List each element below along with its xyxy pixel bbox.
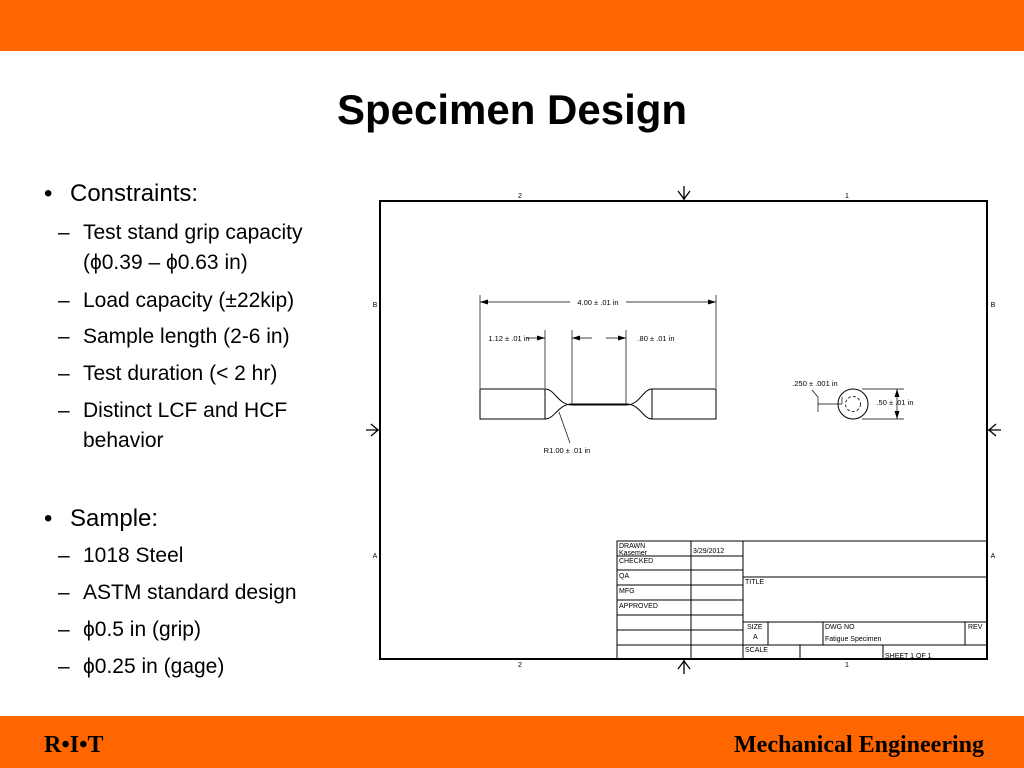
right-centering-arrow xyxy=(987,424,1001,436)
constraint-item-text: Test stand grip capacity xyxy=(83,221,303,244)
dash-symbol: – xyxy=(58,399,70,422)
drawn-date-value: 3/29/2012 xyxy=(693,548,725,555)
bullet-symbol: • xyxy=(44,180,53,207)
grip-diameter-dimension: .50 ± .01 in xyxy=(876,398,914,407)
title-label: TITLE xyxy=(745,579,765,586)
checked-label: CHECKED xyxy=(619,558,654,565)
top-centering-arrow xyxy=(678,186,690,201)
dash-symbol: – xyxy=(58,221,70,244)
top-accent-bar xyxy=(0,0,1024,51)
dwg-no-label: DWG NO xyxy=(825,624,855,631)
gage-length-dimension: .80 ± .01 in xyxy=(637,334,675,343)
zone-label-right-b: B xyxy=(990,302,996,309)
zone-label-top-2: 2 xyxy=(518,193,522,200)
zone-label-left-b: B xyxy=(372,302,378,309)
zone-label-right-a: A xyxy=(990,553,996,560)
qa-label: QA xyxy=(619,573,630,580)
constraint-item-text: Load capacity (±22kip) xyxy=(83,289,295,312)
dwg-no-value: Fatigue Specimen xyxy=(825,636,882,643)
drawn-label: DRAWN xyxy=(619,543,646,550)
sample-item-text: ASTM standard design xyxy=(83,581,297,604)
left-centering-arrow xyxy=(366,424,380,436)
constraint-item-text: Distinct LCF and HCF xyxy=(83,399,288,422)
dash-symbol: – xyxy=(58,544,70,567)
sheet-text: SHEET 1 OF 1 xyxy=(885,653,932,660)
size-label: SIZE xyxy=(747,624,763,631)
approved-label: APPROVED xyxy=(619,603,658,610)
scale-label: SCALE xyxy=(745,647,768,654)
sample-item-text: ϕ0.25 in (gage) xyxy=(83,655,225,678)
fillet-radius-dimension: R1.00 ± .01 in xyxy=(543,446,591,455)
constraint-item-text-continued: (ϕ0.39 – ϕ0.63 in) xyxy=(83,251,248,274)
size-value: A xyxy=(753,634,758,641)
dash-symbol: – xyxy=(58,289,70,312)
bullet-symbol: • xyxy=(44,505,53,532)
constraint-item-text: Test duration (< 2 hr) xyxy=(83,362,278,385)
dash-symbol: – xyxy=(58,618,70,641)
footer-department: Mechanical Engineering xyxy=(734,732,984,758)
slide-title: Specimen Design xyxy=(336,86,688,133)
rev-label: REV xyxy=(968,624,983,631)
sample-item-text: ϕ0.5 in (grip) xyxy=(83,618,201,641)
zone-label-bottom-1: 1 xyxy=(845,662,849,669)
zone-label-left-a: A xyxy=(372,553,378,560)
drawn-by-value: Kasemer xyxy=(619,550,648,557)
overall-length-dimension: 4.00 ± .01 in xyxy=(577,298,619,307)
drawing-border xyxy=(380,201,987,659)
constraint-item-text-continued: behavior xyxy=(83,429,164,452)
footer-logo-rit: R•I•T xyxy=(44,732,104,758)
sample-heading: Sample: xyxy=(70,505,159,532)
dash-symbol: – xyxy=(58,362,70,385)
constraints-heading: Constraints: xyxy=(70,180,199,207)
dash-symbol: – xyxy=(58,655,70,678)
constraint-item-text: Sample length (2-6 in) xyxy=(83,325,290,348)
bottom-centering-arrow xyxy=(678,659,690,674)
dash-symbol: – xyxy=(58,325,70,348)
zone-label-top-1: 1 xyxy=(845,193,849,200)
dash-symbol: – xyxy=(58,581,70,604)
sample-item-text: 1018 Steel xyxy=(83,544,184,567)
specimen-engineering-drawing xyxy=(362,184,1002,674)
mfg-label: MFG xyxy=(619,588,635,595)
gage-diameter-dimension: .250 ± .001 in xyxy=(792,379,838,388)
zone-label-bottom-2: 2 xyxy=(518,662,522,669)
grip-length-dimension: 1.12 ± .01 in xyxy=(488,334,530,343)
